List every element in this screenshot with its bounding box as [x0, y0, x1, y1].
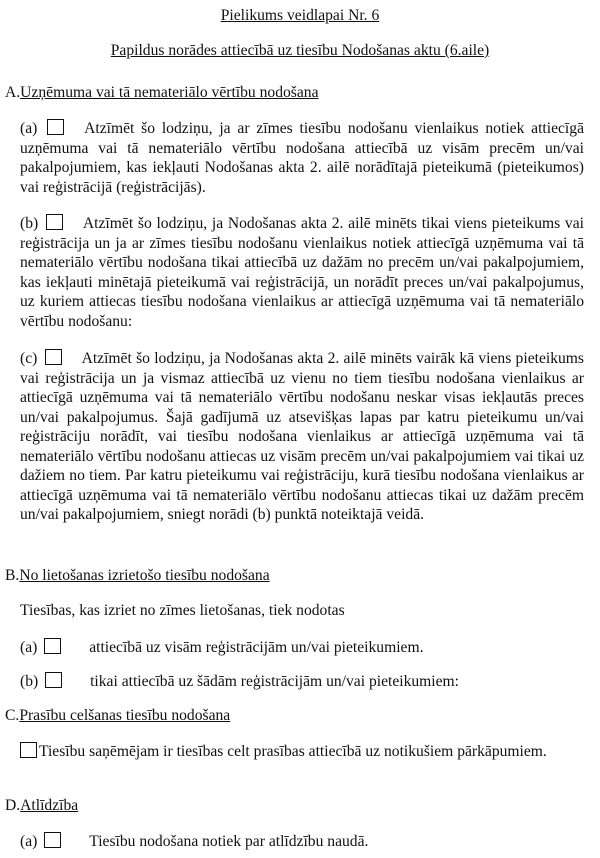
item-text: Atzīmēt šo lodziņu, ja ar zīmes tiesību nodošanu vienlaikus notiek attiecīgā uzņēmuma vai tā nemateriālo vērtību nodošana attiecībā uz visām precēm un/vai pakalpojumiem, kas iekļauti Nodošanas akta 2. ailē norādītajā pieteikumā (pieteikumos) vai reģistrācijā (reģistrācijās).	[20, 120, 584, 196]
section-a-title: Uzņēmuma vai tā nemateriālo vērtību nodošana	[20, 84, 319, 101]
item-text: tikai attiecībā uz šādām reģistrācijām un/vai pieteikumiem:	[90, 673, 460, 690]
item-marker: (a)	[20, 833, 38, 850]
item-marker: (a)	[20, 639, 38, 656]
section-c-item	[20, 742, 584, 762]
section-c-letter: C.	[5, 707, 20, 724]
section-c-heading	[5, 707, 230, 725]
item-text: attiecībā uz visām reģistrācijām un/vai pieteikumiem.	[89, 639, 424, 656]
annex-title: Pielikums veidlapai Nr. 6	[220, 7, 380, 24]
section-d-letter: D.	[5, 797, 21, 814]
checkbox-a-b[interactable]	[46, 214, 63, 230]
checkbox-a-a[interactable]	[47, 119, 64, 135]
item-marker: (b)	[20, 673, 39, 690]
section-b-intro: Tiesības, kas izriet no zīmes lietošanas, tiek nodotas	[20, 602, 345, 619]
item-text: Tiesību nodošana notiek par atlīdzību naudā.	[89, 833, 369, 850]
section-b-title: No lietošanas izrietošo tiesību nodošana	[19, 567, 270, 584]
section-b-item-a	[20, 638, 424, 657]
section-a-item-a	[20, 119, 584, 197]
item-text: Atzīmēt šo lodziņu, ja Nodošanas akta 2. ailē minēts vairāk kā viens pieteikums vai reģistrācija un ja vismaz attiecībā uz vienu no tiem tiesību nodošana vienlaikus ar attiecīgā uzņēmuma vai tā nemateriālo vērtību nodošanu neskar visas iekļautās preces un/vai pakalpojumus. Šajā gadījumā uz atsevišķas lapas par katru pieteikumu un/vai reģistrāciju norādīt, vai tiesību nodošana vienlaikus ar attiecīgā uzņēmuma vai tā nemateriālo vērtību nodošanu attiecas uz visām precēm un/vai pakalpojumiem vai tikai uz dažiem no tiem. Par katru pieteikumu vai reģistrāciju, kurā tiesību nodošana vienlaikus ar attiecīgā uzņēmuma vai tā nemateriālo vērtību nodošanu attiecas tikai uz dažām precēm un/vai pakalpojumiem, sniegt norādi (b) punktā noteiktajā veidā.	[20, 350, 584, 523]
section-d-title: Atlīdzība	[20, 797, 79, 814]
section-a-heading	[5, 84, 319, 102]
section-a-item-c	[20, 349, 584, 525]
section-a-letter: A.	[5, 84, 21, 101]
item-marker: (b)	[20, 215, 39, 232]
section-b-item-b	[20, 672, 459, 691]
item-marker: (c)	[20, 350, 38, 367]
item-marker: (a)	[20, 120, 38, 137]
checkbox-b-a[interactable]	[44, 638, 61, 654]
section-b-heading	[5, 567, 270, 585]
section-d-heading	[5, 797, 78, 815]
item-text: Atzīmēt šo lodziņu, ja Nodošanas akta 2. ailē minēts tikai viens pieteikums vai reģistrācija un ja ar zīmes tiesību nodošanu vienlaikus notiek attiecīgā uzņēmuma vai tā nemateriālo vērtību nodošana tikai attiecībā uz dažām no precēm un/vai pakalpojumiem, kas iekļauti minētajā pieteikumā vai reģistrācijā, un norādīt preces un/vai pakalpojumus, uz kuriem attiecas tiesību nodošana vienlaikus ar attiecīgā uzņēmuma vai tā nemateriālo vērtību nodošanu:	[20, 215, 584, 330]
checkbox-d-a[interactable]	[44, 832, 61, 848]
checkbox-a-c[interactable]	[45, 349, 62, 365]
section-a-item-b	[20, 214, 584, 331]
item-text: Tiesību saņēmējam ir tiesības celt prasības attiecībā uz notikušiem pārkāpumiem.	[39, 743, 547, 760]
section-c-title: Prasību celšanas tiesību nodošana	[19, 707, 231, 724]
document-subtitle: Papildus norādes attiecībā uz tiesību Nodošanas aktu (6.aile)	[110, 42, 490, 59]
checkbox-c[interactable]	[20, 742, 37, 758]
checkbox-b-b[interactable]	[45, 672, 62, 688]
section-d-item-a	[20, 832, 368, 851]
section-b-letter: B.	[5, 567, 20, 584]
